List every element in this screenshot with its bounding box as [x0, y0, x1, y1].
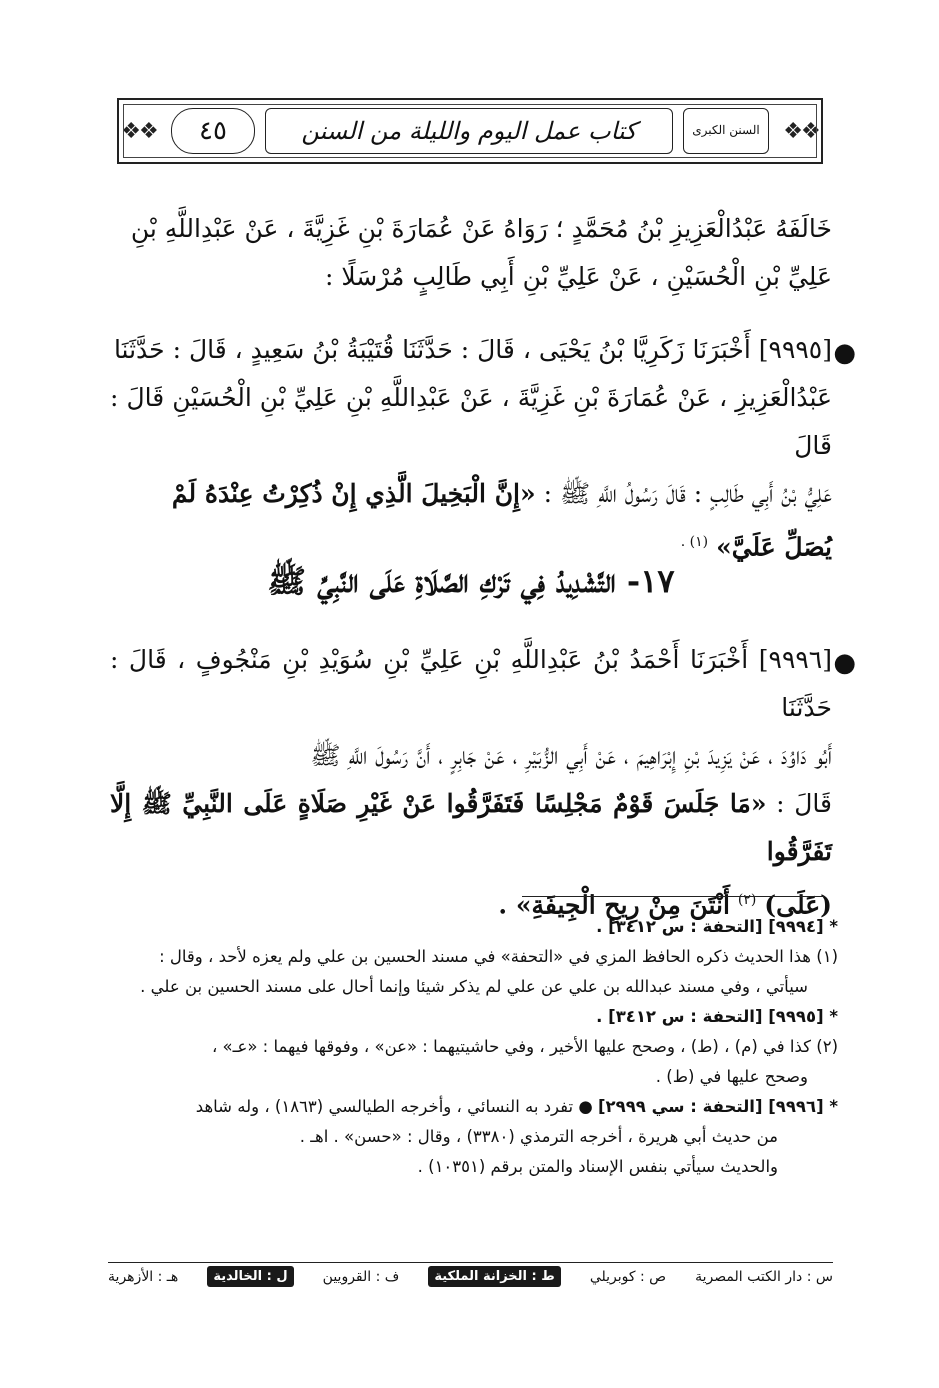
text-line — [110, 470, 832, 518]
footer-key: س : دار الكتب المصرية — [695, 1268, 833, 1285]
left-ornament-icon: ❖❖ — [121, 118, 157, 144]
right-ornament-icon: ❖❖ — [783, 118, 819, 144]
footnote-line: سيأتي ، وفي مسند عبدالله بن علي عن علي لم يذكر شيئا وإنما أحال على مسند الحسين بن علي . — [140, 977, 808, 996]
text-line: عَبْدُالْعَزِيزِ ، عَنْ عُمَارَةَ بْنِ غَزِيَّةَ ، عَنْ عَبْدِاللَّهِ بْنِ عَلِيِّ بْنِ الْحُسَيْنِ قَالَ : قَالَ — [110, 383, 832, 460]
paragraph-1 — [110, 205, 832, 301]
footnote-line: والحديث سيأتي بنفس الإسناد والمتن برقم (١٠٣٥١) . — [417, 1157, 778, 1176]
footnote-segment: ● تفرد به النسائي ، وأخرجه الطيالسي (١٨٦٣) ، وله شاهد — [195, 1097, 593, 1116]
footnotes — [108, 912, 838, 1182]
hadith-quote: يُصَلِّ عَلَيَّ» — [716, 532, 832, 562]
footnote-line: (١) هذا الحديث ذكره الحافظ المزي في «التحفة» في مسند الحسين بن علي ولم يعزه لأحد ، وقال : — [159, 947, 838, 966]
section-heading: ١٧- التَّشْدِيدُ فِي تَرْكِ الصَّلَاةِ عَلَى النَّبِيِّ ﷺ — [267, 562, 675, 600]
text-line: أَبُو دَاوُدَ ، عَنْ يَزِيدَ بْنِ إِبْرَاهِيمَ ، عَنْ أَبِي الزُّبَيْرِ ، عَنْ جَابِرٍ ، أَنَّ رَسُولَ اللَّهِ ﷺ — [310, 741, 832, 770]
hadith-9995 — [110, 326, 856, 571]
text-segment: (عَلَى) — [764, 890, 832, 920]
logo-frame — [683, 108, 769, 154]
text-segment: قَالَ : — [776, 789, 832, 818]
page-number-frame — [171, 108, 255, 154]
text-line: [٩٩٩٦] أَخْبَرَنَا أَحْمَدُ بْنُ عَبْدِاللَّهِ بْنِ عَلِيِّ بْنِ سُوَيْدِ بْنِ مَنْجُوفٍ ، قَالَ : حَدَّثَنَا — [110, 645, 832, 722]
book-logo: السنن الكبرى — [692, 123, 760, 138]
hadith-quote: «مَا جَلَسَ قَوْمٌ مَجْلِسًا فَتَفَرَّقُوا عَنْ غَيْرِ صَلَاةٍ عَلَى النَّبِيِّ ﷺ إِلَّا تَفَرَّقُوا — [110, 789, 832, 866]
bullet-icon: ● — [833, 338, 856, 368]
footnote-divider — [522, 896, 824, 897]
footer-key: ف : القرويين — [322, 1268, 400, 1285]
hadith-quote: أَنْتَنَ مِنْ رِيحِ الْجِيفَةِ» . — [498, 890, 730, 920]
text-line: عَلِيِّ بْنِ الْحُسَيْنِ ، عَنْ عَلِيِّ بْنِ أَبِي طَالِبٍ مُرْسَلًا : — [325, 262, 832, 291]
footer-key: هـ : الأزهرية — [108, 1268, 179, 1285]
footnote-line: وصحح عليها في (ط) . — [655, 1067, 808, 1086]
bullet-icon: ● — [833, 648, 856, 678]
footer-key-highlight: ط : الخزانة الملكية — [428, 1266, 560, 1287]
footnote-line: * [٩٩٩٥] [التحفة : س ٣٤١٢] . — [596, 1007, 838, 1026]
text-segment: عَلِيُّ بْنُ أَبِي طَالِبٍ : قَالَ رَسُولُ اللَّهِ ﷺ : — [543, 479, 832, 508]
text-line — [110, 780, 832, 876]
text-line: خَالَفَهُ عَبْدُالْعَزِيزِ بْنُ مُحَمَّدٍ ؛ رَوَاهُ عَنْ عُمَارَةَ بْنِ غَزِيَّةَ ، عَنْ عَبْدِاللَّهِ بْنِ — [130, 214, 832, 243]
footnote-ref: (١) . — [680, 534, 709, 550]
page-number: ٤٥ — [199, 116, 227, 146]
text-line: [٩٩٩٥] أَخْبَرَنَا زَكَرِيَّا بْنُ يَحْيَى ، قَالَ : حَدَّثَنَا قُتَيْبَةُ بْنُ سَعِيدٍ ، قَالَ : حَدَّثَنَا — [113, 335, 832, 364]
manuscript-key-footer — [108, 1266, 833, 1287]
hadith-9996 — [110, 636, 856, 929]
page-header — [117, 98, 823, 164]
book-title: كتاب عمل اليوم والليلة من السنن — [301, 117, 637, 145]
footnote-line — [108, 1092, 838, 1122]
title-frame — [265, 108, 673, 154]
footnote-segment: * [٩٩٩٦] [التحفة : سي ٢٩٩٩] — [598, 1097, 838, 1116]
footer-divider — [108, 1262, 833, 1263]
footnote-ref: (٢) — [737, 892, 757, 908]
footnote-line: من حديث أبي هريرة ، أخرجه الترمذي (٣٣٨٠) ، وقال : «حسن» . اهـ . — [299, 1127, 778, 1146]
hadith-quote: «إِنَّ الْبَخِيلَ الَّذِي إِنْ ذُكِرْتُ عِنْدَهُ لَمْ — [171, 479, 536, 508]
footnote-line: (٢) كذا في (م) ، (ط) ، وصحح عليها الأخير ، وفي حاشيتيهما : «عن» ، وفوقها فيهما : «عـ» ، — [211, 1037, 838, 1056]
footer-key-highlight: ل : الخالدية — [207, 1266, 293, 1287]
footer-key: ص : كوبريلي — [589, 1268, 667, 1285]
footnote-line: * [٩٩٩٤] [التحفة : س ٣٤١٢] . — [596, 917, 838, 936]
